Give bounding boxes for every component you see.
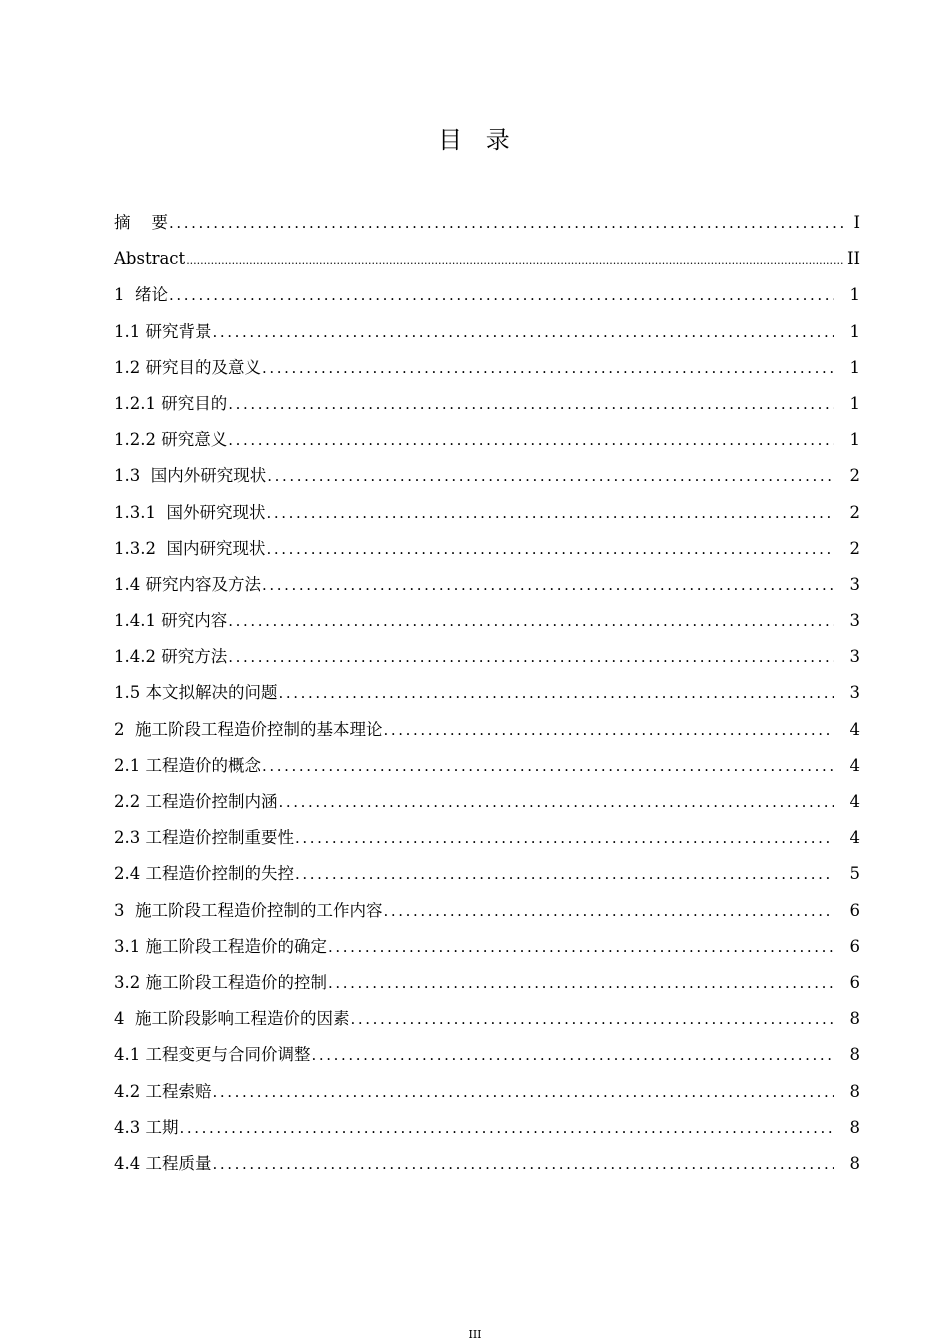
toc-entry-page: 8 <box>849 1117 860 1137</box>
dot-leader <box>312 1044 835 1066</box>
toc-entry-label: 摘 要 <box>114 213 168 232</box>
toc-entry-label: 4 施工阶段影响工程造价的因素 <box>114 1009 350 1029</box>
toc-entry-page: 8 <box>849 1009 860 1029</box>
toc-entry-label: 4.1 工程变更与合同价调整 <box>114 1045 311 1065</box>
toc-entry-label: Abstract <box>114 249 186 269</box>
dot-leader <box>384 900 835 922</box>
dot-leader <box>279 791 835 813</box>
toc-entry[interactable] <box>114 393 860 429</box>
toc-entry-page: 2 <box>849 538 860 558</box>
toc-entry-label: 1.4 研究内容及方法 <box>114 574 261 594</box>
toc-entry-label: 1.5 本文拟解决的问题 <box>114 683 278 703</box>
toc-entry-label: 2.2 工程造价控制内涵 <box>114 792 278 811</box>
toc-entry[interactable] <box>114 972 860 1008</box>
dot-leader <box>295 827 834 849</box>
toc-entry[interactable] <box>114 863 860 899</box>
toc-entry-label: 2.3 工程造价控制重要性 <box>114 828 294 848</box>
toc-entry[interactable] <box>114 900 860 936</box>
toc-entry-label: 1.3.2 国内研究现状 <box>114 538 266 558</box>
toc-entry[interactable] <box>114 502 860 538</box>
toc-entry-page: 3 <box>849 611 860 631</box>
toc-entry-page: 4 <box>849 828 860 848</box>
toc-entry[interactable] <box>114 574 860 610</box>
dot-leader <box>169 284 834 306</box>
dot-leader <box>267 465 834 487</box>
toc-entry[interactable] <box>114 1117 860 1153</box>
toc-entry-label: 2.1 工程造价的概念 <box>114 755 261 775</box>
toc-entry-page: 8 <box>849 1081 860 1101</box>
toc-entry-label: 4.2 工程索赔 <box>114 1081 212 1101</box>
toc-entry-page: 8 <box>849 1153 860 1173</box>
toc-entry-page: 3 <box>849 647 860 667</box>
toc-entry[interactable] <box>114 1081 860 1117</box>
dot-leader <box>213 321 835 343</box>
dot-leader <box>279 682 835 704</box>
toc-entry-page: 4 <box>849 755 860 775</box>
dot-leader <box>328 936 834 958</box>
toc-entry-label: 1.4.1 研究内容 <box>114 611 228 631</box>
table-of-contents <box>114 212 860 1189</box>
toc-entry[interactable] <box>114 682 860 718</box>
dot-leader <box>228 646 834 668</box>
dot-leader <box>266 538 834 560</box>
toc-entry-page: 4 <box>849 719 860 739</box>
toc-entry-page: 1 <box>849 357 860 377</box>
dot-leader <box>228 429 834 451</box>
dot-leader <box>213 1081 835 1103</box>
toc-entry[interactable] <box>114 284 860 320</box>
page-title: 目 录 <box>438 126 512 154</box>
toc-entry-label: 2.4 工程造价控制的失控 <box>114 864 294 884</box>
toc-entry-label: 1.2.1 研究目的 <box>114 393 228 413</box>
toc-entry-label: 1.2 研究目的及意义 <box>114 357 261 377</box>
toc-entry[interactable] <box>114 610 860 646</box>
toc-entry[interactable] <box>114 429 860 465</box>
toc-entry[interactable] <box>114 248 860 284</box>
toc-entry[interactable] <box>114 719 860 755</box>
toc-entry-label: 1.1 研究背景 <box>114 321 212 341</box>
toc-entry[interactable] <box>114 538 860 574</box>
toc-entry[interactable] <box>114 646 860 682</box>
toc-entry[interactable] <box>114 357 860 393</box>
toc-entry-page: 3 <box>849 574 860 594</box>
toc-entry-page: 8 <box>849 1045 860 1065</box>
toc-entry[interactable] <box>114 212 860 248</box>
toc-entry-page: 3 <box>849 683 860 703</box>
toc-entry-page: 1 <box>849 285 860 305</box>
toc-entry-label: 2 施工阶段工程造价控制的基本理论 <box>114 719 383 739</box>
page-number: III <box>468 1328 482 1341</box>
toc-entry-page: 6 <box>849 900 860 920</box>
toc-entry-page: I <box>853 213 860 232</box>
toc-entry[interactable] <box>114 827 860 863</box>
toc-entry[interactable] <box>114 791 860 827</box>
toc-entry-page: 6 <box>849 936 860 956</box>
dot-leader <box>186 250 844 272</box>
toc-entry-label: 1.3 国内外研究现状 <box>114 466 267 486</box>
toc-entry[interactable] <box>114 755 860 791</box>
dot-leader <box>262 755 834 777</box>
toc-entry-page: II <box>846 249 860 269</box>
toc-entry-page: 6 <box>849 972 860 992</box>
toc-entry-label: 1 绪论 <box>114 285 168 305</box>
dot-leader <box>180 1117 835 1139</box>
dot-leader <box>228 610 834 632</box>
toc-entry-label: 1.2.2 研究意义 <box>114 430 228 450</box>
toc-entry[interactable] <box>114 1153 860 1189</box>
dot-leader <box>228 393 834 415</box>
toc-entry-page: 1 <box>849 321 860 341</box>
dot-leader <box>213 1153 835 1175</box>
toc-entry[interactable] <box>114 321 860 357</box>
dot-leader <box>266 502 834 524</box>
dot-leader <box>262 574 834 596</box>
toc-entry[interactable] <box>114 465 860 501</box>
dot-leader <box>295 863 834 885</box>
toc-entry-label: 1.3.1 国外研究现状 <box>114 502 266 522</box>
toc-entry-label: 1.4.2 研究方法 <box>114 647 228 667</box>
toc-entry-label: 4.4 工程质量 <box>114 1153 212 1173</box>
dot-leader <box>384 719 835 741</box>
toc-entry-label: 4.3 工期 <box>114 1117 179 1137</box>
toc-entry[interactable] <box>114 1008 860 1044</box>
toc-entry-page: 1 <box>849 393 860 413</box>
toc-entry-label: 3.2 施工阶段工程造价的控制 <box>114 972 327 992</box>
toc-entry-page: 2 <box>849 466 860 486</box>
toc-entry-page: 5 <box>849 864 860 884</box>
dot-leader <box>262 357 834 379</box>
toc-entry-page: 2 <box>849 502 860 522</box>
dot-leader <box>351 1008 835 1030</box>
toc-entry-label: 3 施工阶段工程造价控制的工作内容 <box>114 900 383 920</box>
toc-entry-page: 4 <box>849 792 860 811</box>
dot-leader <box>169 212 844 234</box>
toc-entry[interactable] <box>114 1044 860 1080</box>
dot-leader <box>328 972 834 994</box>
toc-entry-label: 3.1 施工阶段工程造价的确定 <box>114 936 327 956</box>
toc-entry[interactable] <box>114 936 860 972</box>
toc-entry-page: 1 <box>849 430 860 450</box>
